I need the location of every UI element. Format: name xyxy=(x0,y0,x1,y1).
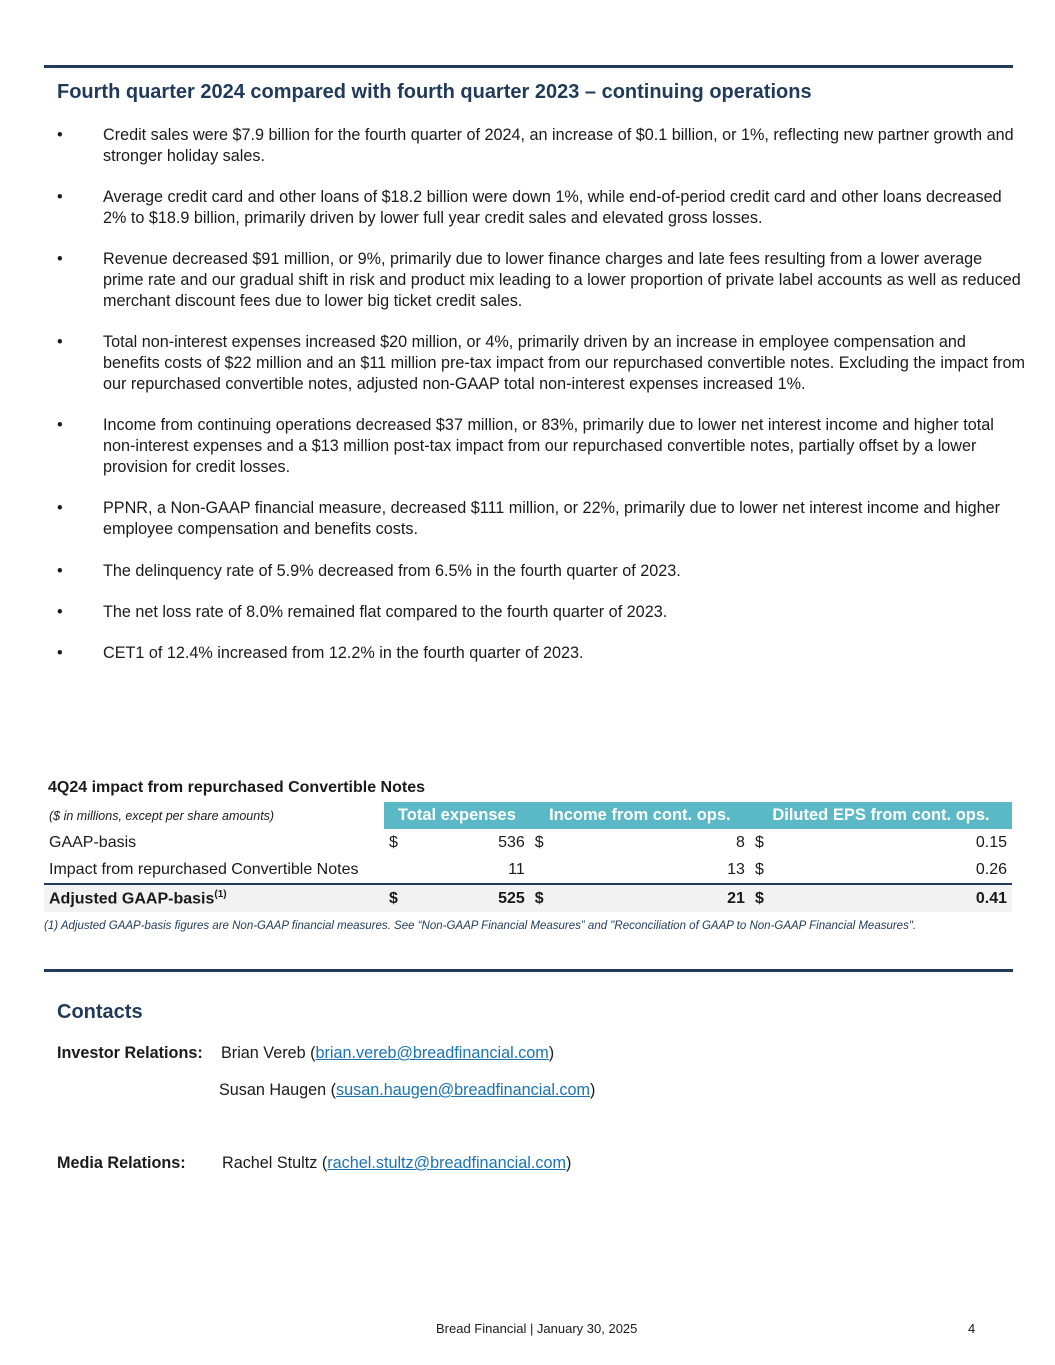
list-item: • The delinquency rate of 5.9% decreased from 6.5% in the fourth quarter of 2023. xyxy=(57,561,681,580)
investor-contact-1: Brian Vereb (brian.vereb@breadfinancial.com) xyxy=(221,1044,555,1062)
col-header-income: Income from cont. ops. xyxy=(530,802,750,829)
media-contact: Rachel Stultz (rachel.stultz@breadfinancial.com) xyxy=(222,1154,572,1172)
list-item: • Income from continuing operations decreased $37 million, or 83%, primarily due to lower net interest income and higher total non-interest expenses and a $13 million post-tax impact from our repurchased convertible notes, partially offset by a lower provision for credit losses. xyxy=(57,416,994,476)
table-row-adjusted: Adjusted GAAP-basis$^{(1)}$ $ 525 $ 21 $ 0.41 xyxy=(44,884,1012,912)
impact-table xyxy=(44,802,1012,912)
contacts-title: Contacts xyxy=(57,1001,143,1023)
top-divider xyxy=(44,65,1013,68)
table-footnote: (1) Adjusted GAAP-basis figures are Non-GAAP financial measures. See “Non-GAAP Financial Measures” and "Reconciliation of GAAP to Non-GAAP Financial Measures". xyxy=(44,920,917,932)
row-label: GAAP-basis xyxy=(49,833,137,851)
row-label: Impact from repurchased Convertible Notes xyxy=(49,860,359,878)
col-header-total-expenses: Total expenses xyxy=(384,802,530,829)
col-header-eps: Diluted EPS from cont. ops. xyxy=(750,802,1012,829)
contacts-divider xyxy=(44,969,1013,972)
media-relations-label: Media Relations: xyxy=(57,1154,186,1172)
list-item: • Credit sales were $7.9 billion for the fourth quarter of 2024, an increase of $0.1 billion, or 1%, reflecting new partner growth and stronger holiday sales. xyxy=(57,126,1014,165)
impact-table-title: 4Q24 impact from repurchased Convertible Notes xyxy=(48,779,425,796)
email-link[interactable]: susan.haugen@breadfinancial.com xyxy=(336,1081,591,1099)
email-link[interactable]: brian.vereb@breadfinancial.com xyxy=(315,1044,549,1062)
page-number: 4 xyxy=(968,1321,976,1336)
list-item: • Total non-interest expenses increased $20 million, or 4%, primarily driven by an increase in employee compensation and benefits costs of $22 million and an $11 million pre-tax impact from our repurchased convertible notes. Excluding the impact from our repurchased convertible notes, adjusted non-GAAP total non-interest expenses increased 1%. xyxy=(57,333,1025,393)
table-row: GAAP-basis $ 536 $ 8 $ 0.15 xyxy=(44,829,1012,856)
investor-relations-label: Investor Relations: xyxy=(57,1044,203,1062)
email-link[interactable]: rachel.stultz@breadfinancial.com xyxy=(327,1154,566,1172)
list-item: • Average credit card and other loans of $18.2 billion were down 1%, while end-of-period credit card and other loans decreased 2% to $18.9 billion, primarily driven by lower full year credit sales and elevated gross losses. xyxy=(57,188,1002,227)
table-header-row xyxy=(44,802,1012,829)
row-label: Adjusted GAAP-basis$^{(1)}$ xyxy=(44,884,384,912)
list-item: • Revenue decreased $91 million, or 9%, primarily due to lower finance charges and late fees resulting from a lower average prime rate and our gradual shift in risk and product mix leading to a lower proportion of private label accounts as well as reduced merchant discount fees due to lower big ticket credit sales. xyxy=(57,250,1021,310)
list-item: • CET1 of 12.4% increased from 12.2% in the fourth quarter of 2023. xyxy=(57,644,584,663)
table-row: Impact from repurchased Convertible Notes 11 13 $ 0.26 xyxy=(44,856,1012,884)
section-title-q4: Fourth quarter 2024 compared with fourth quarter 2023 – continuing operations xyxy=(57,81,812,103)
investor-contact-2: Susan Haugen (susan.haugen@breadfinancial.com) xyxy=(219,1081,596,1099)
list-item: • The net loss rate of 8.0% remained flat compared to the fourth quarter of 2023. xyxy=(57,602,668,621)
highlights-list xyxy=(57,125,1027,685)
list-item: • PPNR, a Non-GAAP financial measure, decreased $111 million, or 22%, primarily due to lower net interest income and higher employee compensation and benefits costs. xyxy=(57,499,1001,539)
units-note: ($ in millions, except per share amounts) xyxy=(49,808,275,823)
footer-text: Bread Financial | January 30, 2025 xyxy=(436,1321,638,1336)
